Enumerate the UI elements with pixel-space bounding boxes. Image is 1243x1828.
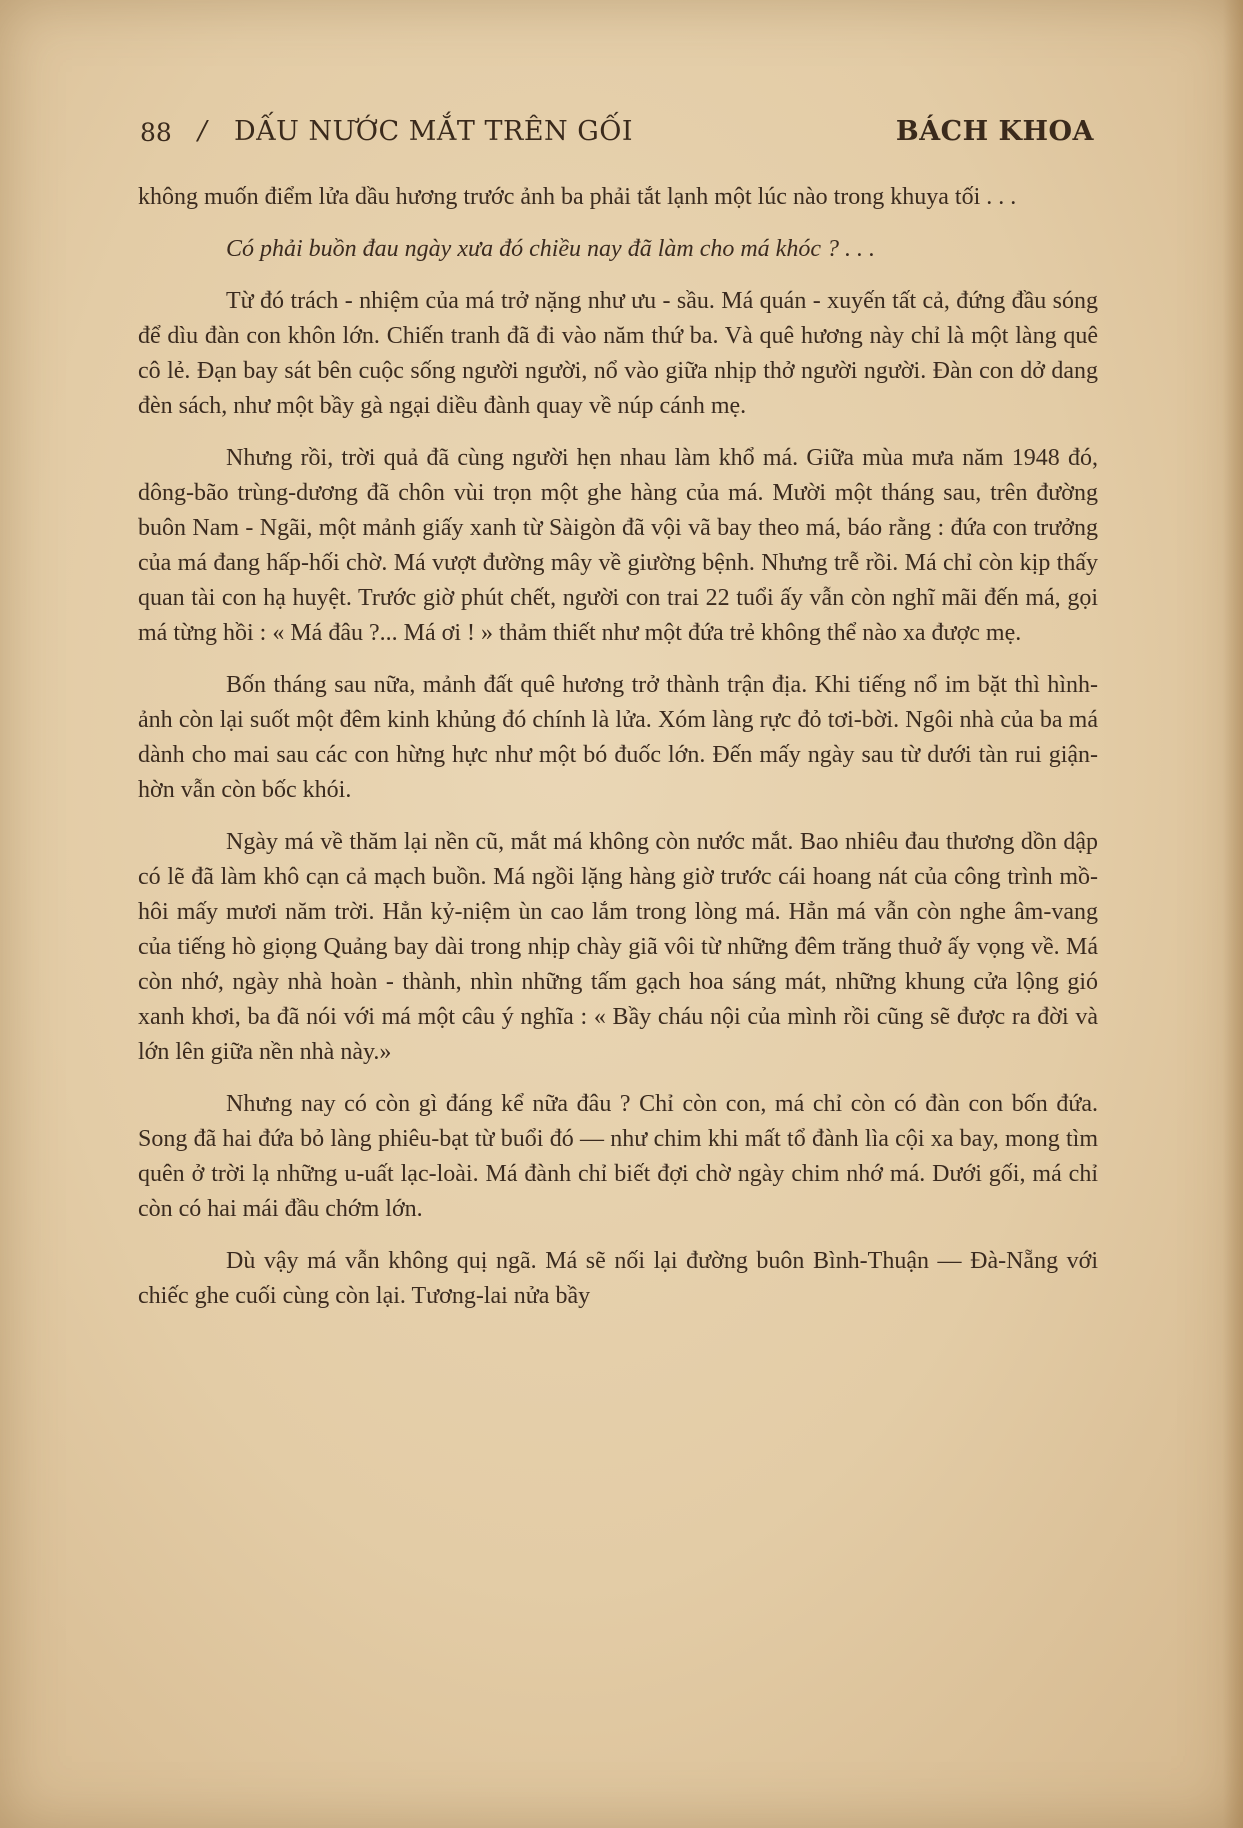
paragraph-7: Nhưng nay có còn gì đáng kể nữa đâu ? Chỉ còn con, má chỉ còn có đàn con bốn đứa. Song đã hai đứa bỏ làng phiêu-bạt từ buổi đó — như chim khi mất tổ đành lìa cội xa bay, mong tìm quên ở trời lạ những u-uất lạc-loài. Má đành chỉ biết đợi chờ ngày chim nhớ má. Dưới gối, má chỉ còn có hai mái đầu chớm lớn.	[138, 1091, 1098, 1222]
journal-name: BÁCH KHOA	[895, 116, 1094, 147]
paragraph-2: Có phải buồn đau ngày xưa đó chiều nay đã làm cho má khóc ? . . .	[226, 236, 875, 262]
running-title: DẤU NƯỚC MẮT TRÊN GỐI	[234, 116, 634, 147]
paragraph-3: Từ đó trách - nhiệm của má trở nặng như ưu - sầu. Má quán - xuyến tất cả, đứng đầu sóng để dìu đàn con khôn lớn. Chiến tranh đã đi vào năm thứ ba. Và quê hương này chỉ là một làng quê cô lẻ. Đạn bay sát bên cuộc sống người người, nổ vào giữa nhịp thở người người. Đàn con dở dang đèn sách, như một bầy gà ngại diều đành quay về núp cánh mẹ.	[138, 288, 1098, 419]
paragraph-6: Ngày má về thăm lại nền cũ, mắt má không còn nước mắt. Bao nhiêu đau thương dồn dập có lẽ đã làm khô cạn cả mạch buồn. Má ngồi lặng hàng giờ trước cái hoang nát của công trình mồ-hôi mấy mươi năm trời. Hẳn kỷ-niệm ùn cao lắm trong lòng má. Hẳn má vẫn còn nghe âm-vang của tiếng hò giọng Quảng bay dài trong nhịp chày giã vôi từ những đêm trăng thuở ấy vọng về. Má còn nhớ, ngày nhà hoàn - thành, nhìn những tấm gạch hoa sáng mát, những khung cửa lộng gió xanh khơi, ba đã nói với má một câu ý nghĩa : « Bầy cháu nội của mình rồi cũng sẽ được ra đời và lớn lên giữa nền nhà này.»	[138, 829, 1098, 1065]
header-separator: /	[198, 116, 207, 146]
paragraph-4: Nhưng rồi, trời quả đã cùng người hẹn nhau làm khổ má. Giữa mùa mưa năm 1948 đó, dông-bão trùng-dương đã chôn vùi trọn một ghe hàng của má. Mười một tháng sau, trên đường buôn Nam - Ngãi, một mảnh giấy xanh từ Sàigòn đã vội vã bay theo má, báo rằng : đứa con trưởng của má đang hấp-hối chờ. Má vượt đường mây về giường bệnh. Nhưng trễ rồi. Má chỉ còn kịp thấy quan tài con hạ huyệt. Trước giờ phút chết, người con trai 22 tuổi ấy vẫn còn nghĩ mãi đến má, gọi má từng hồi : « Má đâu ?... Má ơi ! » thảm thiết như một đứa trẻ không thể nào xa được mẹ.	[138, 445, 1098, 646]
page-header	[138, 112, 1098, 152]
paragraph-1: không muốn điểm lửa dầu hương trước ảnh ba phải tắt lạnh một lúc nào trong khuya tối . . .	[138, 184, 1017, 210]
page-number: 88	[140, 118, 172, 147]
page-edge-shadow	[1223, 0, 1243, 1828]
paragraph-5: Bốn tháng sau nữa, mảnh đất quê hương trở thành trận địa. Khi tiếng nổ im bặt thì hình-ảnh còn lại suốt một đêm kinh khủng đó chính là lửa. Xóm làng rực đỏ tơi-bời. Ngôi nhà của ba má dành cho mai sau các con hừng hực như một bó đuốc lớn. Đến mấy ngày sau từ dưới tàn rui giận-hờn vẫn còn bốc khói.	[138, 672, 1098, 803]
paragraph-8: Dù vậy má vẫn không quị ngã. Má sẽ nối lại đường buôn Bình-Thuận — Đà-Nẵng với chiếc ghe cuối cùng còn lại. Tương-lai nửa bầy	[138, 1248, 1098, 1309]
article-body	[138, 180, 1098, 1331]
